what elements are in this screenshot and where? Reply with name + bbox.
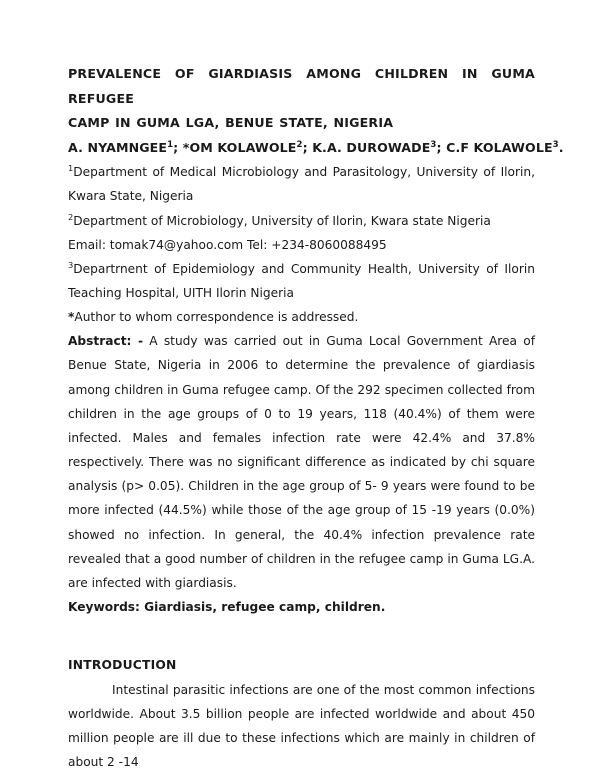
affiliation-3 bbox=[68, 257, 535, 305]
introduction-heading: INTRODUCTION bbox=[68, 658, 177, 673]
author-separator-3: ; bbox=[436, 139, 447, 155]
affiliation-1 bbox=[68, 160, 535, 208]
affiliation-1-text: Department of Medical Microbiology and Parasitology, University of Ilorin, Kwara State, Nigeria bbox=[68, 165, 535, 204]
correspondence-note bbox=[68, 305, 535, 329]
abstract-label: Abstract: - bbox=[68, 334, 144, 349]
author-separator-2: ; bbox=[302, 139, 313, 155]
correspondence-star: * bbox=[68, 310, 75, 325]
author-2-affiliation-marker: 2 bbox=[296, 139, 303, 150]
page-content bbox=[68, 62, 564, 774]
affiliation-3-marker: 3 bbox=[68, 259, 74, 270]
author-1-name: A. NYAMNGEE bbox=[68, 139, 168, 155]
author-list bbox=[68, 136, 564, 161]
affiliation-2 bbox=[68, 209, 535, 233]
author-1-affiliation-marker: 1 bbox=[167, 139, 174, 150]
affiliation-2-text: Department of Microbiology, University of Ilorin, Kwara state Nigeria bbox=[73, 213, 491, 228]
affiliation-1-marker: 1 bbox=[68, 163, 74, 174]
author-3-name: K.A. DUROWADE bbox=[312, 139, 431, 155]
paper-title-line-2: CAMP IN GUMA LGA, BENUE STATE, NIGERIA bbox=[68, 115, 394, 131]
introduction-paragraph: Intestinal parasitic infections are one of the most common infections worldwide. About 3.5 billion people are infected worldwide and about 450 million people are ill due to these infections which are mainly in children of about 2 -14 bbox=[68, 682, 535, 769]
correspondence-text: Author to whom correspondence is addressed. bbox=[74, 310, 359, 325]
author-4-name: C.F KOLAWOLE bbox=[446, 139, 553, 155]
paper-title-line-1: PREVALENCE OF GIARDIASIS AMONG CHILDREN IN GUMA REFUGEE bbox=[68, 66, 535, 106]
affiliation-2-marker: 2 bbox=[68, 211, 74, 222]
abstract-body: A study was carried out in Guma Local Government Area of Benue State, Nigeria in 2006 to determine the prevalence of giardiasis among children in Guma refugee camp. Of the 292 specimen collected from children in the age groups of 0 to 19 years, 118 (40.4%) of them were infected. Males and females infection rate were 42.4% and 37.8% respectively. There was no significant difference as indicated by chi square analysis (p> 0.05). Children in the age group of 5- 9 years were found to be more infected (44.5%) while those of the age group of 15 -19 years (0.0%) showed no infection. In general, the 40.4% infection prevalence rate revealed that a good number of children in the refugee camp in Guma LG.A. are infected with giardiasis. bbox=[68, 334, 535, 590]
author-2-name: OM KOLAWOLE bbox=[189, 139, 297, 155]
author-separator-1: ; * bbox=[173, 139, 190, 155]
keywords-line: Keywords: Giardiasis, refugee camp, children. bbox=[68, 600, 386, 614]
abstract-paragraph bbox=[68, 329, 535, 595]
affiliation-3-text: Departrnent of Epidemiology and Community Health, University of Ilorin Teaching Hospital, UITH Ilorin Nigeria bbox=[68, 261, 535, 300]
author-3-affiliation-marker: 3 bbox=[430, 139, 437, 150]
paper-title bbox=[68, 62, 535, 136]
section-spacer bbox=[68, 619, 535, 653]
author-list-terminator: . bbox=[558, 139, 564, 155]
contact-line: Email: tomak74@yahoo.com Tel: +234-8060088495 bbox=[68, 237, 387, 252]
author-4-affiliation-marker: 3 bbox=[552, 139, 559, 150]
